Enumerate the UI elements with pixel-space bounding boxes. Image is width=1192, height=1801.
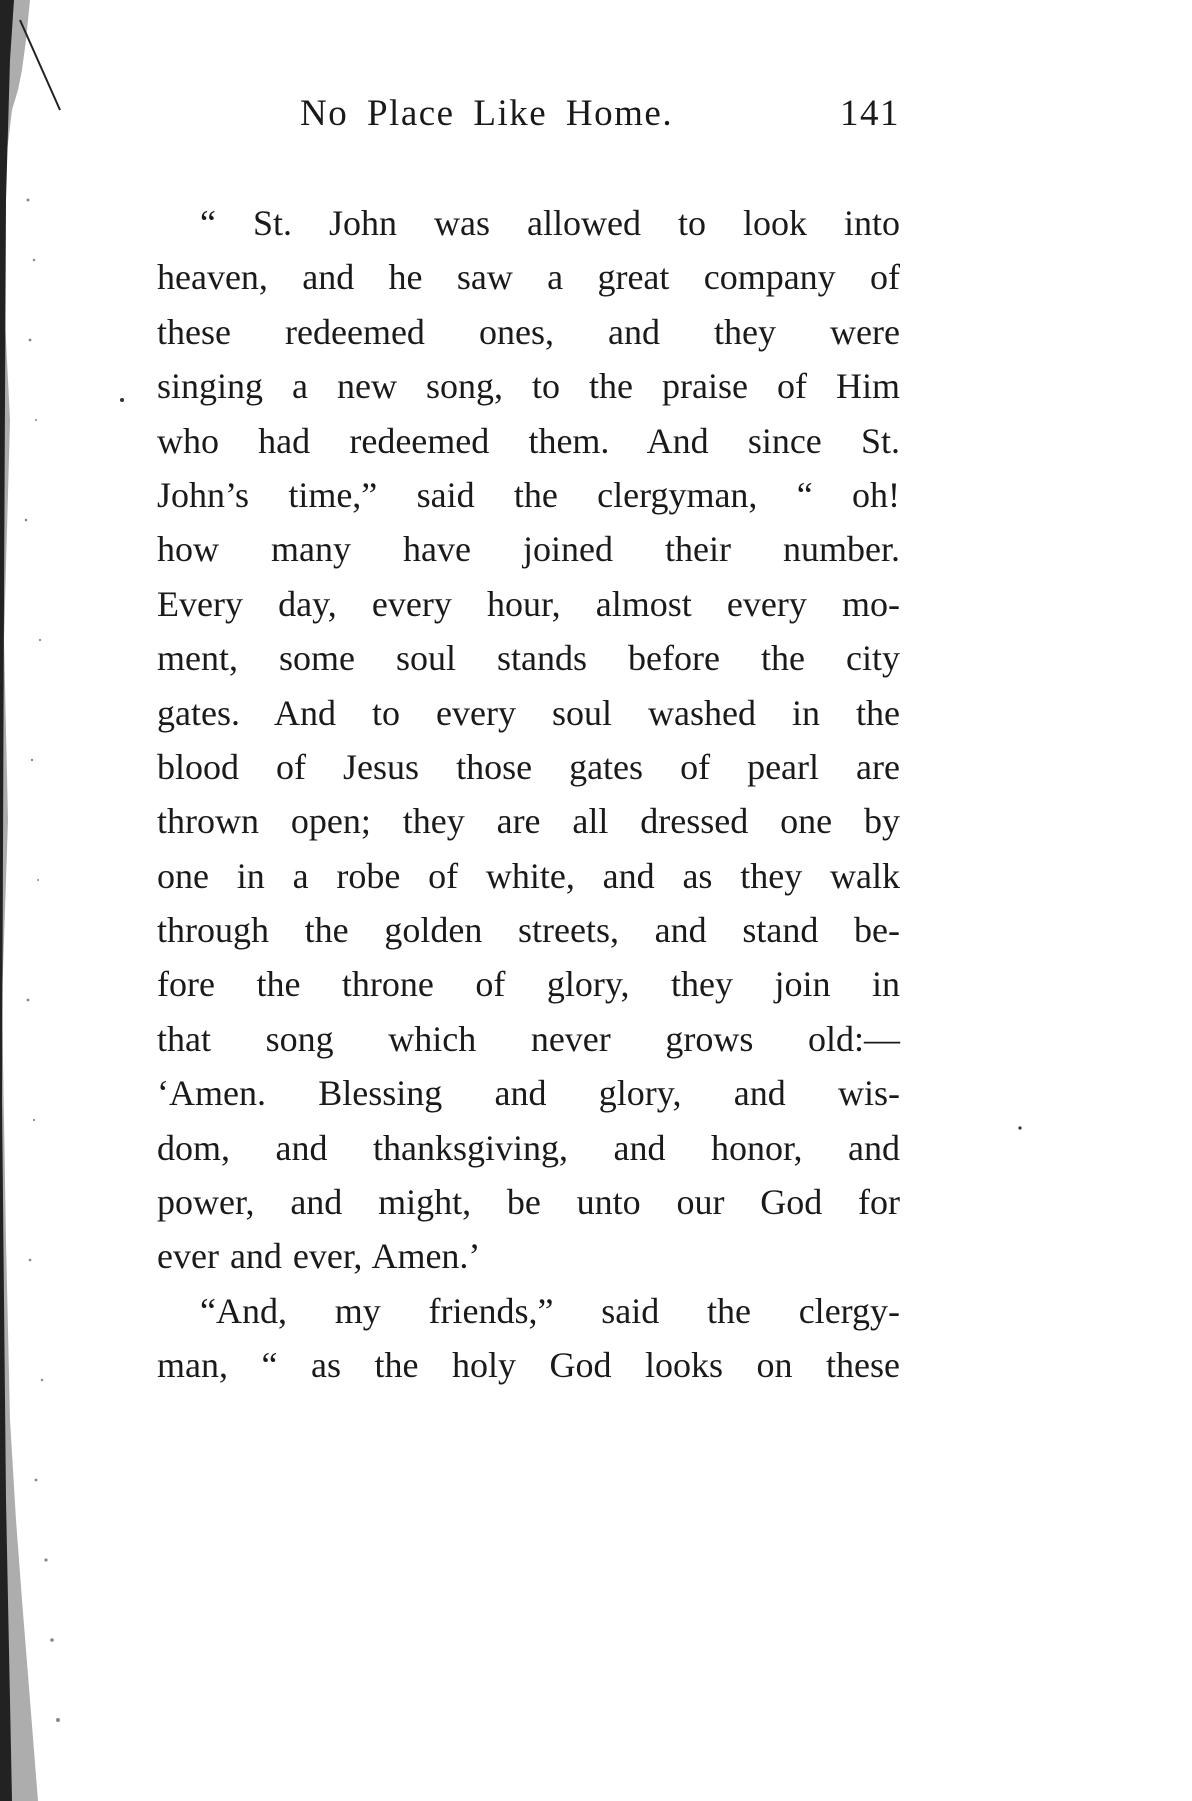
text-line: fore the throne of glory, they join in bbox=[157, 964, 900, 1005]
text-line: through the golden streets, and stand be- bbox=[157, 910, 900, 951]
text-line: ever and ever, Amen.’ bbox=[157, 1236, 481, 1277]
text-line: “ St. John was allowed to look into bbox=[200, 203, 900, 243]
scan-speck bbox=[112, 388, 132, 408]
text-line: man, “ as the holy God looks on these bbox=[157, 1345, 900, 1386]
text-line: singing a new song, to the praise of Him bbox=[157, 366, 900, 407]
text-line: John’s time,” said the clergyman, “ oh! bbox=[157, 474, 900, 515]
paragraph bbox=[157, 1284, 900, 1393]
running-header bbox=[300, 92, 900, 152]
text-line: gates. And to every soul washed in the bbox=[157, 692, 900, 733]
text-line: “And, my friends,” said the clergy- bbox=[200, 1290, 900, 1331]
page-number: 141 bbox=[840, 93, 900, 134]
text-line: thrown open; they are all dressed one by bbox=[157, 801, 900, 842]
text-line: blood of Jesus those gates of pearl are bbox=[157, 746, 900, 787]
text-line: Every day, every hour, almost every mo- bbox=[157, 583, 900, 624]
page-binding-edge bbox=[0, 0, 70, 1801]
text-line: power, and might, be unto our God for bbox=[157, 1182, 900, 1223]
body-text bbox=[157, 196, 900, 1393]
text-line: how many have joined their number. bbox=[157, 529, 900, 570]
text-line: heaven, and he saw a great company of bbox=[157, 257, 900, 298]
text-line: that song which never grows old:— bbox=[157, 1018, 900, 1059]
text-line: ment, some soul stands before the city bbox=[157, 638, 900, 679]
paragraph bbox=[157, 196, 900, 1284]
text-line: one in a robe of white, and as they walk bbox=[157, 855, 900, 896]
text-line: who had redeemed them. And since St. bbox=[157, 420, 900, 461]
running-title: No Place Like Home. bbox=[300, 93, 674, 134]
scan-speck bbox=[1010, 1118, 1030, 1138]
text-line: these redeemed ones, and they were bbox=[157, 311, 900, 352]
text-line: ‘Amen. Blessing and glory, and wis- bbox=[157, 1073, 900, 1114]
text-line: dom, and thanksgiving, and honor, and bbox=[157, 1127, 900, 1168]
